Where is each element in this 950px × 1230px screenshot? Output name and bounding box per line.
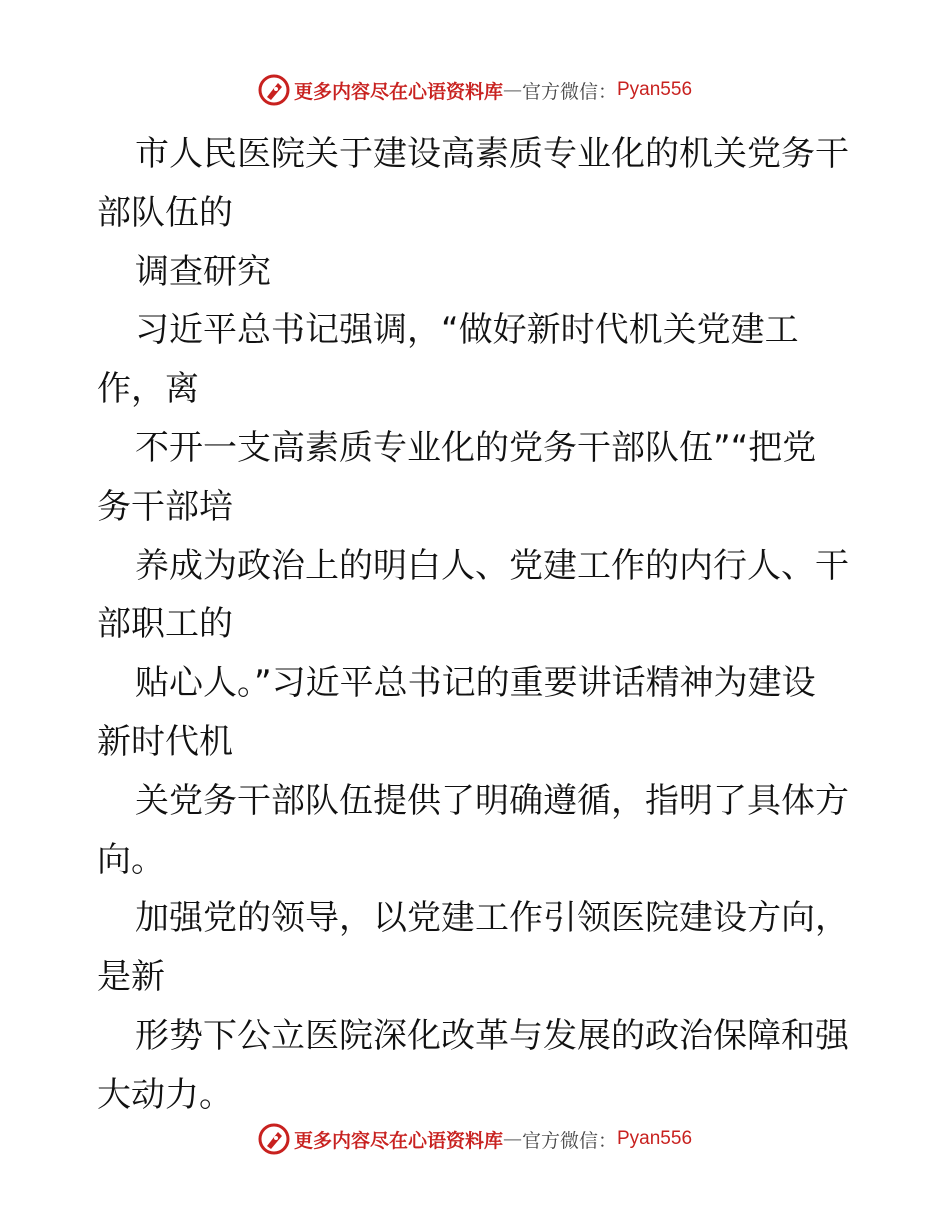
doc-line: 务干部培 (97, 486, 233, 527)
doc-line: 养成为政治上的明白人、党建工作的内行人、干 (135, 545, 849, 586)
doc-line: 部职工的 (97, 604, 233, 645)
doc-line: 关党务干部队伍提供了明确遵循，指明了具体方 (135, 780, 849, 821)
banner-wechat-id: Pyan556 (617, 1128, 693, 1149)
header-banner (0, 70, 950, 110)
banner-wechat-id: Pyan556 (617, 79, 693, 100)
doc-line: 习近平总书记强调，“做好新时代机关党建工 (135, 310, 799, 351)
document-body (97, 125, 857, 1125)
banner-separator: — (502, 1128, 522, 1150)
doc-line: 形势下公立医院深化改革与发展的政治保障和强 (135, 1015, 849, 1056)
pen-nib-logo-icon (258, 74, 290, 106)
doc-line: 作，离 (97, 369, 199, 410)
banner-separator: — (502, 79, 522, 101)
footer-banner (0, 1119, 950, 1159)
banner-wechat-label: 官方微信： (521, 80, 617, 103)
doc-line: 部队伍的 (97, 192, 233, 233)
pen-nib-logo-icon (258, 1123, 290, 1155)
doc-line: 加强党的领导，以党建工作引领医院建设方向， (135, 898, 849, 939)
doc-line: 大动力。 (97, 1074, 233, 1115)
doc-line: 是新 (97, 957, 165, 998)
banner-wechat-label: 官方微信： (521, 1129, 617, 1152)
doc-line: 市人民医院关于建设高素质专业化的机关党务干 (135, 134, 849, 174)
doc-line: 向。 (97, 839, 165, 880)
banner-title: 更多内容尽在心语资料库 (293, 80, 503, 103)
doc-line: 新时代机 (97, 721, 233, 762)
banner-title: 更多内容尽在心语资料库 (293, 1129, 503, 1152)
doc-line: 贴心人。”习近平总书记的重要讲话精神为建设 (135, 663, 816, 704)
doc-line: 调查研究 (135, 251, 271, 292)
doc-line: 不开一支高素质专业化的党务干部队伍”“把党 (135, 427, 817, 468)
